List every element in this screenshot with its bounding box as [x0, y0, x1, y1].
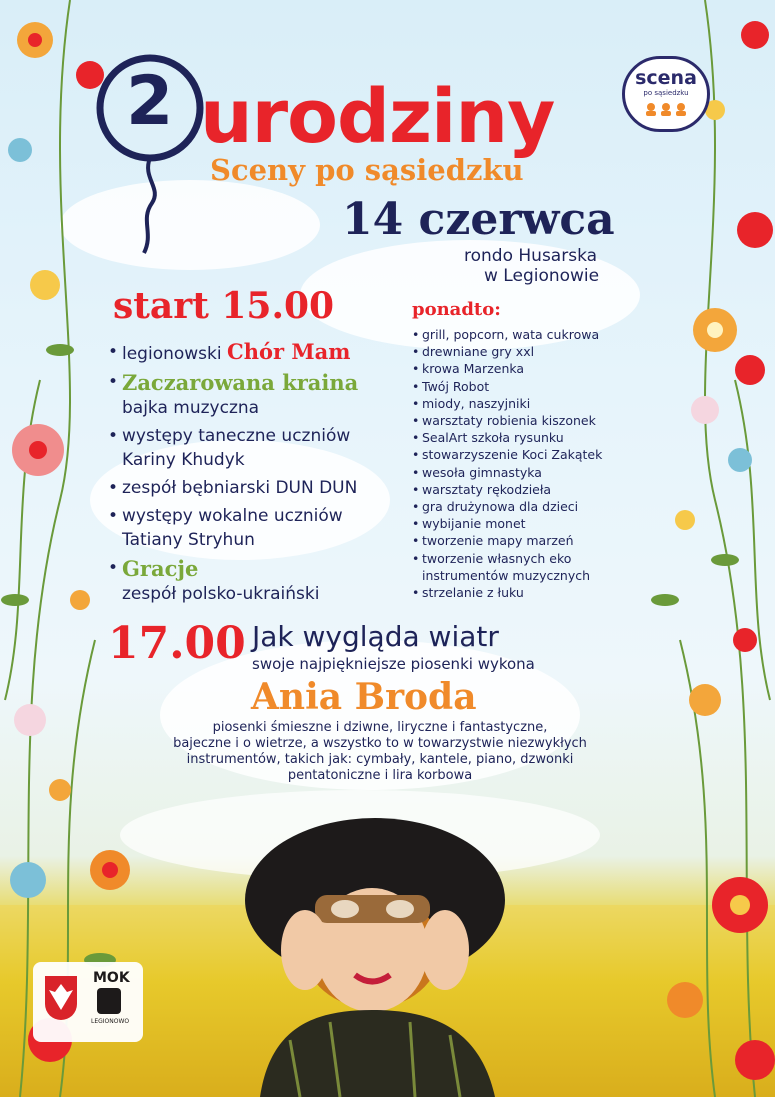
extras-item: • gra drużynowa dla dzieci [412, 498, 642, 515]
scena-logo-small: po sąsiedzku [643, 89, 689, 97]
extras-item: • warsztaty robienia kiszonek [412, 412, 642, 429]
extras-item: • krowa Marzenka [412, 360, 642, 377]
birthday-number: 2 [126, 62, 174, 141]
event-subtitle: Sceny po sąsiedzku [210, 153, 524, 187]
program-item: • legionowski Chór Mam [108, 340, 408, 366]
extras-item: • stowarzyszenie Koci Zakątek [412, 446, 642, 463]
concert-subtitle: swoje najpiękniejsze piosenki wykona [252, 655, 535, 673]
mok-logo-icon [97, 988, 121, 1014]
extras-item: • wesoła gimnastyka [412, 464, 642, 481]
program-item: • występy wokalne uczniów Tatiany Stryhun [108, 504, 408, 552]
sponsor-logos [33, 962, 143, 1042]
scena-logo [622, 56, 710, 132]
eagle-coat-of-arms-icon [45, 976, 77, 1020]
extras-item: • drewniane gry xxl [412, 343, 642, 360]
extras-item: • miody, naszyjniki [412, 395, 642, 412]
extras-item: • Twój Robot [412, 378, 642, 395]
program-item: • zespół bębniarski DUN DUN [108, 476, 408, 500]
extras-item: • SealArt szkoła rysunku [412, 429, 642, 446]
extras-item: • grill, popcorn, wata cukrowa [412, 326, 642, 343]
extras-item: • warsztaty rękodzieła [412, 481, 642, 498]
extras-item: • tworzenie mapy marzeń [412, 532, 642, 549]
extras-item: • tworzenie własnych eko instrumentów muzycznych [412, 550, 627, 584]
program-item: • Gracje zespół polsko-ukraiński [108, 556, 408, 606]
flowers-right-decoration [645, 0, 775, 1097]
extras-heading: ponadto: [412, 299, 501, 320]
extras-item: • strzelanie z łuku [412, 584, 642, 601]
event-title: urodziny [200, 74, 555, 160]
people-icon [643, 101, 689, 115]
program-item: • Zaczarowana kraina bajka muzyczna [108, 370, 408, 420]
concert-title: Jak wygląda wiatr [252, 620, 499, 653]
mok-logo-text: MOK [93, 970, 130, 986]
program-item: • występy taneczne uczniów Kariny Khudyk [108, 424, 408, 472]
performer-photo [200, 800, 560, 1097]
extras-item: • wybijanie monet [412, 515, 642, 532]
program-list [108, 340, 408, 610]
scena-logo-text: scena [635, 67, 697, 89]
artist-name: Ania Broda [251, 676, 477, 718]
place-line1: rondo Husarska [464, 246, 598, 266]
mok-logo-small: LEGIONOWO [91, 1018, 130, 1025]
place-line2: w Legionowie [484, 266, 600, 286]
start-time: start 15.00 [113, 285, 335, 327]
concert-description: piosenki śmieszne i dziwne, liryczne i fantastyczne, bajeczne i o wietrze, a wszystko to w towarzystwie niezwykłych instrumentów, takich jak: cymbały, kantele, piano, dzwonki pentatoniczne i lira korbowa [173, 720, 587, 783]
extras-list [412, 326, 642, 601]
event-date: 14 czerwca [342, 194, 615, 245]
concert-time: 17.00 [108, 618, 246, 669]
